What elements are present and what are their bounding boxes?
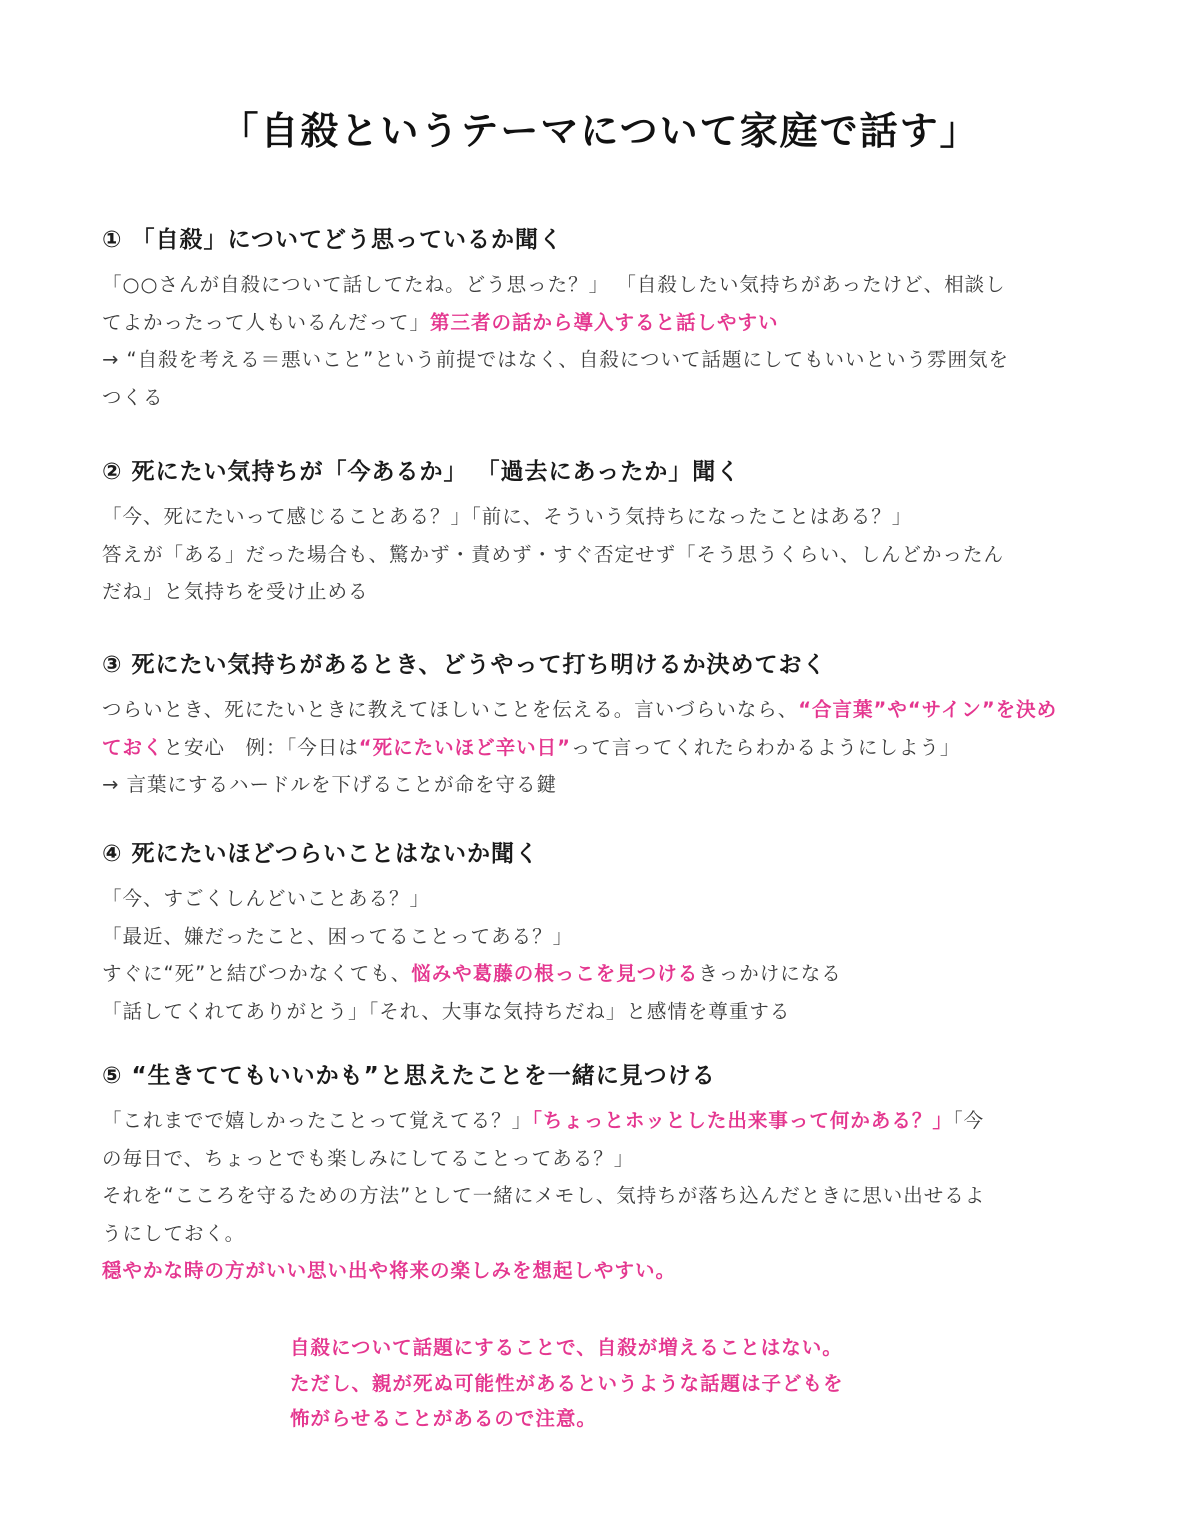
body-text: と安心 例：「今日は bbox=[163, 735, 359, 759]
section-body-line bbox=[102, 1177, 1112, 1215]
body-text: 「今、すごくしんどいことある？」 bbox=[102, 887, 431, 910]
body-text: うにしておく。 bbox=[102, 1221, 246, 1245]
section-body-line bbox=[102, 304, 1112, 342]
body-text: の毎日で、ちょっとでも楽しみにしてることってある？」 bbox=[102, 1146, 635, 1170]
section-body-line bbox=[102, 918, 1112, 956]
body-text: きっかけになる bbox=[698, 962, 842, 985]
section-body-line bbox=[102, 1140, 1112, 1178]
highlight-text: 「ちょっとホッとした出来事って何かある？」 bbox=[532, 1109, 953, 1132]
body-text: それを“こころを守るための方法”として一緒にメモし、気持ちが落ち込んだときに思い出せるよ bbox=[102, 1184, 986, 1207]
body-text: すぐに“死”と結びつかなくても、 bbox=[102, 962, 412, 985]
note-line: 自殺について話題にすることで、自殺が増えることはない。 bbox=[290, 1336, 843, 1359]
section-body-line bbox=[102, 536, 1112, 574]
section-1 bbox=[102, 222, 1112, 416]
highlight-text: “合言葉”や“サイン”を決め bbox=[798, 698, 1058, 721]
section-3 bbox=[102, 647, 1112, 804]
highlight-text: ておく bbox=[102, 735, 164, 759]
body-text: 「○○さんが自殺について話してたね。どう思った？」 「自殺したい気持ちがあったけど、相談し bbox=[102, 273, 1006, 296]
body-text: 「今、死にたいって感じることある？」「前に、そういう気持ちになったことはある？」 bbox=[102, 505, 913, 528]
body-text: って言ってくれたらわかるようにしよう」 bbox=[570, 735, 961, 759]
section-body-line bbox=[102, 993, 1112, 1031]
note-line: ただし、親が死ぬ可能性があるというような話題は子どもを bbox=[290, 1371, 844, 1395]
section-body-line bbox=[102, 573, 1112, 611]
body-text: 「最近、嫌だったこと、困ってることってある？」 bbox=[102, 924, 574, 948]
body-text: → “自殺を考える＝悪いこと”という前提ではなく、自殺について話題にしてもいいという雰囲気を bbox=[102, 348, 1009, 371]
section-heading: ⑤ “生きててもいいかも”と思えたことを一緒に見つける bbox=[102, 1063, 716, 1089]
section-body-line bbox=[102, 880, 1112, 918]
page-title: 「自殺というテーマについて家庭で話す」 bbox=[220, 109, 980, 153]
section-body-line bbox=[102, 266, 1112, 304]
section-heading: ③ 死にたい気持ちがあるとき、どうやって打ち明けるか決めておく bbox=[102, 652, 827, 678]
section-body-line bbox=[102, 1215, 1112, 1253]
section-heading: ② 死にたい気持ちが「今あるか」 「過去にあったか」聞く bbox=[102, 459, 741, 485]
section-body-line bbox=[102, 1102, 1112, 1140]
body-text: 「今 bbox=[952, 1109, 985, 1132]
section-body-line bbox=[102, 766, 1112, 804]
section-body-line bbox=[102, 729, 1112, 767]
body-text: 答えが「ある」だった場合も、驚かず・責めず・すぐ否定せず「そう思うくらい、しんどかったん bbox=[102, 542, 1005, 566]
section-body-line bbox=[102, 955, 1112, 993]
highlight-text: “死にたいほど辛い日” bbox=[358, 735, 571, 759]
body-text: つらいとき、死にたいときに教えてほしいことを伝える。言いづらいなら、 bbox=[102, 698, 799, 721]
section-body-line bbox=[102, 498, 1112, 536]
highlight-text: 穏やかな時の方がいい思い出や将来の楽しみを想起しやすい。 bbox=[102, 1259, 677, 1282]
body-text: → 言葉にするハードルを下げることが命を守る鍵 bbox=[102, 773, 558, 796]
body-text: つくる bbox=[102, 385, 164, 409]
section-4 bbox=[102, 836, 1112, 1030]
note-line: 怖がらせることがあるので注意。 bbox=[290, 1407, 597, 1430]
section-heading: ① 「自殺」についてどう思っているか聞く bbox=[102, 227, 564, 253]
section-body-line bbox=[102, 341, 1112, 379]
body-text: 「これまでで嬉しかったことって覚えてる？」 bbox=[102, 1109, 533, 1132]
section-body-line bbox=[102, 691, 1112, 729]
closing-note bbox=[290, 1330, 930, 1437]
section-heading: ④ 死にたいほどつらいことはないか聞く bbox=[102, 841, 540, 867]
section-5 bbox=[102, 1058, 1112, 1290]
section-2 bbox=[102, 454, 1112, 611]
section-body-line bbox=[102, 379, 1112, 417]
highlight-text: 第三者の話から導入すると話しやすい bbox=[430, 310, 779, 334]
body-text: だね」と気持ちを受け止める bbox=[102, 580, 369, 603]
section-body-line bbox=[102, 1252, 1112, 1290]
body-text: 「話してくれてありがとう」「それ、大事な気持ちだね」と感情を尊重する bbox=[102, 999, 791, 1023]
body-text: てよかったって人もいるんだって」 bbox=[102, 310, 431, 334]
highlight-text: 悩みや葛藤の根っこを見つける bbox=[411, 962, 699, 985]
